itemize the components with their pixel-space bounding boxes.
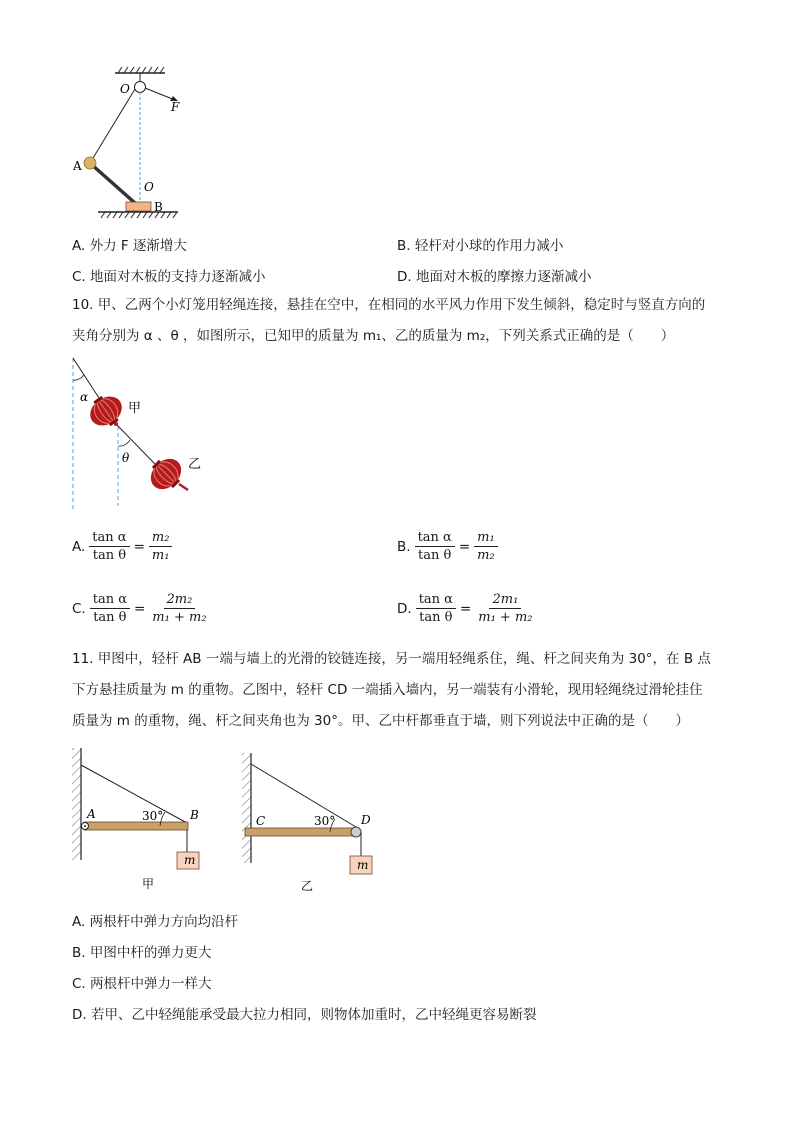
q11-line1: 11. 甲图中，轻杆 AB 一端与墙上的光滑的铰链连接，另一端用轻绳系住，绳、杆之间夹角为 30°，在 B 点: [72, 651, 711, 667]
q10-option-a[interactable]: A. $\frac{\text{tan α}}{\text{tan θ}}$ = $\frac{\text{m₂}}{\text{m₁}}$: [72, 530, 172, 563]
label-mass: m: [184, 853, 196, 867]
label-a: A: [87, 807, 96, 821]
label-d: D: [361, 813, 371, 827]
caption-yi: 乙: [301, 879, 314, 893]
option-prefix: A.: [72, 538, 86, 555]
label-mass: m: [357, 858, 369, 872]
rhs-fraction: $\frac{\text{m₁}}{\text{m₂}}$: [474, 530, 498, 563]
label-b: B: [190, 808, 199, 822]
q10-line1: 10. 甲、乙两个小灯笼用轻绳连接，悬挂在空中，在相同的水平风力作用下发生倾斜，稳定时与竖直方向的: [72, 297, 706, 313]
lhs-fraction: $\frac{\text{tan α}}{\text{tan θ}}$: [415, 530, 455, 563]
q9-option-d[interactable]: D. 地面对木板的摩擦力逐渐减小: [397, 269, 592, 285]
q9-figure: [60, 60, 210, 225]
q11-option-c[interactable]: C. 两根杆中弹力一样大: [72, 976, 212, 992]
q11-stem: [72, 644, 732, 737]
option-prefix: B.: [397, 538, 411, 555]
option-prefix: C.: [72, 600, 86, 617]
q11-option-d[interactable]: D. 若甲、乙中轻绳能承受最大拉力相同，则物体加重时，乙中轻绳更容易断裂: [72, 1007, 537, 1023]
label-a: A: [73, 159, 82, 173]
label-alpha: α: [80, 390, 89, 404]
q9-option-a[interactable]: A. 外力 F 逐渐增大: [72, 238, 187, 254]
rhs-fraction: $\frac{\text{2m₁}}{\text{m₁ + m₂}}$: [478, 592, 533, 625]
q11-option-a[interactable]: A. 两根杆中弹力方向均沿杆: [72, 914, 239, 930]
q10-figure: [62, 356, 212, 516]
option-prefix: D.: [397, 600, 412, 617]
q11-line2: 下方悬挂质量为 m 的重物。乙图中，轻杆 CD 一端插入墙内，另一端装有小滑轮，现用轻绳绕过滑轮挂住: [72, 682, 703, 698]
label-jia: 甲: [128, 401, 142, 416]
lhs-fraction: $\frac{\text{tan α}}{\text{tan θ}}$: [416, 592, 456, 625]
caption-jia: 甲: [142, 877, 155, 891]
q9-option-c[interactable]: C. 地面对木板的支持力逐渐减小: [72, 269, 266, 285]
label-angle: 30°: [314, 814, 336, 828]
lhs-fraction: $\frac{\text{tan α}}{\text{tan θ}}$: [89, 530, 129, 563]
label-o-mid: O: [144, 180, 154, 194]
lhs-fraction: $\frac{\text{tan α}}{\text{tan θ}}$: [90, 592, 130, 625]
q10-option-c[interactable]: C. $\frac{\text{tan α}}{\text{tan θ}}$ = $\frac{\text{2m₂}}{\text{m₁ + m₂}}$: [72, 592, 210, 625]
label-theta: θ: [122, 451, 130, 465]
label-angle: 30°: [142, 809, 164, 823]
q11-line3: 质量为 m 的重物，绳、杆之间夹角也为 30°。甲、乙中杆都垂直于墙，则下列说法中正确的是（ ）: [72, 713, 689, 729]
label-b: B: [154, 200, 163, 214]
q10-option-d[interactable]: D. $\frac{\text{tan α}}{\text{tan θ}}$ = $\frac{\text{2m₁}}{\text{m₁ + m₂}}$: [397, 592, 536, 625]
label-f: F: [171, 100, 180, 114]
q10-option-b[interactable]: B. $\frac{\text{tan α}}{\text{tan θ}}$ = $\frac{\text{m₁}}{\text{m₂}}$: [397, 530, 498, 563]
q10-line2: 夹角分别为 α 、θ ，如图所示，已知甲的质量为 m₁、乙的质量为 m₂，下列关系式正确的是（ ）: [72, 328, 675, 344]
q11-figure-jia: [68, 745, 213, 893]
rhs-fraction: $\frac{\text{m₂}}{\text{m₁}}$: [149, 530, 173, 563]
label-yi: 乙: [188, 457, 202, 472]
rhs-fraction: $\frac{\text{2m₂}}{\text{m₁ + m₂}}$: [152, 592, 207, 625]
q11-option-b[interactable]: B. 甲图中杆的弹力更大: [72, 945, 212, 961]
label-c: C: [256, 814, 266, 828]
q11-figure-yi: [238, 750, 383, 895]
label-o-top: O: [120, 82, 130, 96]
q9-option-b[interactable]: B. 轻杆对小球的作用力减小: [397, 238, 564, 254]
q10-stem: [72, 290, 732, 352]
